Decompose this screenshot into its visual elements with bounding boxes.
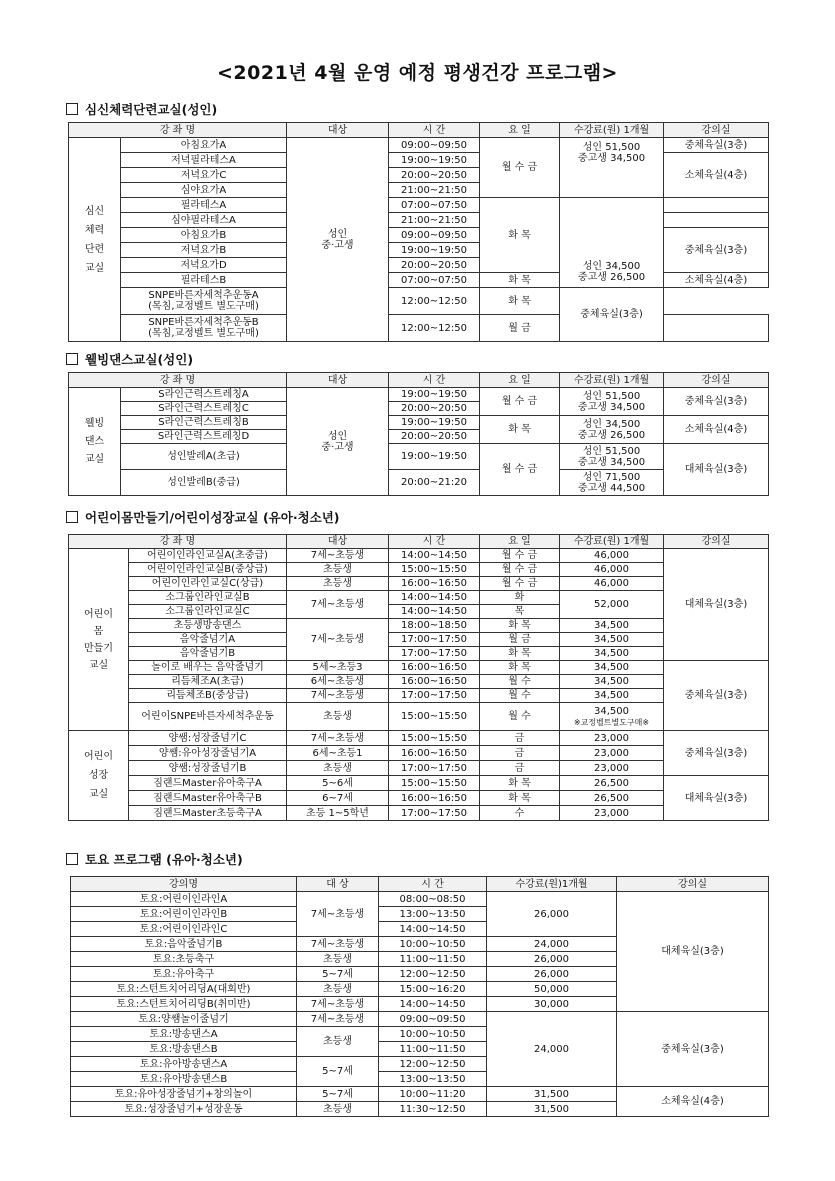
time-cell: 19:00~19:50	[389, 153, 480, 168]
section-heading	[66, 100, 217, 118]
col-header: 강 좌 명	[69, 373, 287, 388]
course-name: 토요:스턴트치어리딩A(대회반)	[71, 982, 297, 997]
fee-cell: 46,000	[560, 563, 664, 577]
target-cell: 7세~초등생	[287, 591, 389, 619]
time-cell: 18:00~18:50	[389, 619, 480, 633]
time-cell: 17:00~17:50	[389, 647, 480, 661]
room-cell: 대체육실(3층)	[664, 776, 769, 821]
checkbox-icon	[66, 511, 78, 523]
fee-cell: 성인 71,500 중고생 44,500	[560, 470, 664, 496]
time-cell: 14:00~14:50	[379, 922, 487, 937]
room-cell: 소체육실(4층)	[664, 416, 769, 444]
adult-fitness-table	[68, 122, 769, 342]
course-name: S라인근력스트레칭D	[121, 430, 287, 444]
course-name: 어린이SNPE바른자세척추운동	[129, 703, 287, 731]
time-cell: 10:00~10:50	[379, 937, 487, 952]
fee-cell: 성인 51,500 중고생 34,500	[560, 388, 664, 416]
col-header: 강 좌 명	[69, 535, 287, 549]
time-cell: 20:00~20:50	[389, 168, 480, 183]
fee-cell: 50,000	[487, 982, 617, 997]
day-cell: 화 목	[480, 273, 560, 288]
time-cell: 10:00~10:50	[379, 1027, 487, 1042]
section-title: 어린이몸만들기/어린이성장교실 (유아·청소년)	[85, 510, 340, 525]
course-name: 짐랜드Master초등축구A	[129, 806, 287, 821]
course-name: 심야요가A	[121, 183, 287, 198]
col-header: 시 간	[389, 373, 480, 388]
col-header: 강의실	[664, 535, 769, 549]
col-header: 강의실	[617, 877, 769, 892]
fee-cell: 23,000	[560, 761, 664, 776]
time-cell: 12:00~12:50	[389, 315, 480, 342]
course-name: 저녁요가B	[121, 243, 287, 258]
section-title: 토요 프로그램 (유아·청소년)	[85, 852, 243, 867]
day-cell: 화 목	[480, 288, 560, 315]
time-cell: 19:00~19:50	[389, 243, 480, 258]
saturday-program-table	[70, 876, 769, 1117]
day-cell: 화 목	[480, 416, 560, 444]
fee-cell: 26,500	[560, 776, 664, 791]
col-header: 요 일	[480, 535, 560, 549]
course-name: 저녁요가C	[121, 168, 287, 183]
time-cell: 11:00~11:50	[379, 1042, 487, 1057]
room-cell: 대체육실(3층)	[664, 549, 769, 661]
time-cell: 14:00~14:50	[379, 997, 487, 1012]
col-header: 수강료(원) 1개월	[560, 535, 664, 549]
course-name: 어린이인라인교실C(상급)	[129, 577, 287, 591]
time-cell: 16:00~16:50	[389, 791, 480, 806]
time-cell: 11:00~11:50	[379, 952, 487, 967]
time-cell: 15:00~15:50	[389, 776, 480, 791]
course-name: 어린이인라인교실A(초중급)	[129, 549, 287, 563]
col-header: 수강료(원)1개월	[487, 877, 617, 892]
checkbox-icon	[66, 353, 78, 365]
course-name: 아침요가A	[121, 138, 287, 153]
course-name: 토요:방송댄스A	[71, 1027, 297, 1042]
course-name: 토요:성장줄넘기+성장운동	[71, 1102, 297, 1117]
course-name: 토요:방송댄스B	[71, 1042, 297, 1057]
course-name: 토요:스턴트치어리딩B(취미반)	[71, 997, 297, 1012]
time-cell: 15:00~15:50	[389, 731, 480, 746]
course-name: 필라테스A	[121, 198, 287, 213]
day-cell: 월 수	[480, 675, 560, 689]
course-name: 필라테스B	[121, 273, 287, 288]
course-name: 아침요가B	[121, 228, 287, 243]
room-cell: 중체육실(3층)	[664, 731, 769, 776]
room-cell	[664, 198, 769, 213]
course-name: 심야필라테스A	[121, 213, 287, 228]
day-cell: 월 수	[480, 689, 560, 703]
time-cell: 14:00~14:50	[389, 549, 480, 563]
time-cell: 17:00~17:50	[389, 633, 480, 647]
time-cell: 21:00~21:50	[389, 183, 480, 198]
group-label: 어린이 몸 만들기 교실	[69, 549, 129, 731]
course-name: 어린이인라인교실B(중상급)	[129, 563, 287, 577]
room-cell	[664, 213, 769, 228]
day-cell: 월 수	[480, 703, 560, 731]
time-cell: 11:30~12:50	[379, 1102, 487, 1117]
course-name: S라인근력스트레칭A	[121, 388, 287, 402]
fee-cell: 26,500	[560, 791, 664, 806]
target-cell: 초등생	[287, 577, 389, 591]
course-name: 토요:유아방송댄스B	[71, 1072, 297, 1087]
col-header: 강의실	[664, 123, 769, 138]
course-name: 놀이로 배우는 음악줄넘기	[129, 661, 287, 675]
time-cell: 16:00~16:50	[389, 746, 480, 761]
day-cell: 화 목	[480, 198, 560, 273]
room-cell: 중체육실(3층)	[560, 288, 664, 342]
fee-cell: 성인 34,500 중고생 26,500	[560, 198, 664, 288]
course-name: 짐랜드Master유아축구A	[129, 776, 287, 791]
room-cell: 중체육실(3층)	[664, 138, 769, 153]
col-header: 대상	[287, 123, 389, 138]
target-cell: 7세~초등생	[287, 619, 389, 661]
col-header: 강 좌 명	[69, 123, 287, 138]
course-name: 토요:초등축구	[71, 952, 297, 967]
col-header: 대 상	[297, 877, 379, 892]
fee-cell: 26,000	[487, 952, 617, 967]
day-cell: 월 수 금	[480, 563, 560, 577]
day-cell: 월 수 금	[480, 577, 560, 591]
fee-value: 34,500	[594, 705, 629, 717]
col-header: 수강료(원) 1개월	[560, 123, 664, 138]
day-cell: 월 수 금	[480, 138, 560, 198]
time-cell: 12:00~12:50	[379, 1057, 487, 1072]
day-cell: 금	[480, 746, 560, 761]
fee-cell	[560, 703, 664, 731]
target-cell: 7세~초등생	[287, 549, 389, 563]
fee-cell: 24,000	[487, 1012, 617, 1087]
target-cell: 초등생	[297, 1027, 379, 1057]
target-cell: 7세~초등생	[297, 997, 379, 1012]
course-name: 초등생방송댄스	[129, 619, 287, 633]
time-cell: 15:00~15:50	[389, 703, 480, 731]
fee-cell: 34,500	[560, 661, 664, 675]
course-name: 음악줄넘기A	[129, 633, 287, 647]
fee-cell: 30,000	[487, 997, 617, 1012]
wellbeing-dance-table	[68, 372, 769, 496]
room-cell: 대체육실(3층)	[664, 444, 769, 496]
course-name: S라인근력스트레칭B	[121, 416, 287, 430]
course-name: 토요:유아성장줄넘기+창의놀이	[71, 1087, 297, 1102]
course-name: 소그룹인라인교실B	[129, 591, 287, 605]
time-cell: 13:00~13:50	[379, 1072, 487, 1087]
day-cell: 화 목	[480, 647, 560, 661]
day-cell: 월 금	[480, 633, 560, 647]
col-header: 대상	[287, 535, 389, 549]
fee-cell: 34,500	[560, 619, 664, 633]
fee-cell: 성인 51,500 중고생 34,500	[560, 138, 664, 198]
fee-cell: 31,500	[487, 1102, 617, 1117]
course-name: 성인발레B(중급)	[121, 470, 287, 496]
day-cell: 화 목	[480, 619, 560, 633]
time-cell: 10:00~11:20	[379, 1087, 487, 1102]
time-cell: 16:00~16:50	[389, 675, 480, 689]
room-cell: 소체육실(4층)	[617, 1087, 769, 1117]
day-cell: 목	[480, 605, 560, 619]
room-cell: 중체육실(3층)	[664, 661, 769, 731]
day-cell: 화	[480, 591, 560, 605]
checkbox-icon	[66, 103, 78, 115]
time-cell: 15:00~15:50	[389, 563, 480, 577]
day-cell: 화 목	[480, 791, 560, 806]
fee-cell: 34,500	[560, 675, 664, 689]
time-cell: 19:00~19:50	[389, 444, 480, 470]
col-header: 수강료(원) 1개월	[560, 373, 664, 388]
section-title: 심신체력단련교실(성인)	[85, 102, 218, 117]
course-name: SNPE바른자세척추운동A (목침,교정벨트 별도구매)	[121, 288, 287, 315]
time-cell: 20:00~20:50	[389, 402, 480, 416]
section-heading	[66, 508, 340, 526]
group-label: 심신 체력 단련 교실	[69, 138, 121, 342]
time-cell: 21:00~21:50	[389, 213, 480, 228]
time-cell: 13:00~13:50	[379, 907, 487, 922]
day-cell: 화 목	[480, 776, 560, 791]
fee-cell: 성인 34,500 중고생 26,500	[560, 416, 664, 444]
room-cell: 중체육실(3층)	[664, 388, 769, 416]
fee-cell: 34,500	[560, 689, 664, 703]
time-cell: 09:00~09:50	[389, 228, 480, 243]
col-header: 강의실	[664, 373, 769, 388]
day-cell: 금	[480, 761, 560, 776]
col-header: 시 간	[379, 877, 487, 892]
day-cell: 월 금	[480, 315, 560, 342]
course-name: 양쌤:유아성장줄넘기A	[129, 746, 287, 761]
time-cell: 19:00~19:50	[389, 388, 480, 402]
course-name: 소그룹인라인교실C	[129, 605, 287, 619]
course-name: S라인근력스트레칭C	[121, 402, 287, 416]
course-name: 리듬체조A(초급)	[129, 675, 287, 689]
time-cell: 08:00~08:50	[379, 892, 487, 907]
col-header: 요 일	[480, 123, 560, 138]
target-cell: 5~6세	[287, 776, 389, 791]
fee-cell: 성인 51,500 중고생 34,500	[560, 444, 664, 470]
target-cell: 초등생	[287, 563, 389, 577]
target-cell: 7세~초등생	[287, 731, 389, 746]
target-cell: 5세~초등3	[287, 661, 389, 675]
time-cell: 19:00~19:50	[389, 416, 480, 430]
course-name: 양쌤:성장줄넘기B	[129, 761, 287, 776]
time-cell: 09:00~09:50	[389, 138, 480, 153]
fee-cell: 26,000	[487, 892, 617, 937]
time-cell: 17:00~17:50	[389, 689, 480, 703]
group-label: 웰빙 댄스 교실	[69, 388, 121, 496]
time-cell: 12:00~12:50	[389, 288, 480, 315]
course-name: 양쌤:성장줄넘기C	[129, 731, 287, 746]
col-header: 강의명	[71, 877, 297, 892]
time-cell: 17:00~17:50	[389, 806, 480, 821]
time-cell: 07:00~07:50	[389, 198, 480, 213]
room-cell: 소체육실(4층)	[664, 153, 769, 198]
fee-cell: 46,000	[560, 577, 664, 591]
time-cell: 16:00~16:50	[389, 577, 480, 591]
course-name: 토요:어린이인라인B	[71, 907, 297, 922]
target-cell: 5~7세	[297, 1057, 379, 1087]
target-cell: 초등생	[297, 952, 379, 967]
course-name: SNPE바른자세척추운동B (목침,교정벨트 별도구매)	[121, 315, 287, 342]
room-cell: 중체육실(3층)	[617, 1012, 769, 1087]
col-header: 시 간	[389, 535, 480, 549]
fee-cell: 23,000	[560, 731, 664, 746]
checkbox-icon	[66, 853, 78, 865]
time-cell: 14:00~14:50	[389, 605, 480, 619]
fee-cell: 23,000	[560, 746, 664, 761]
target-cell: 6세~초등생	[287, 675, 389, 689]
course-name: 토요:음악줄넘기B	[71, 937, 297, 952]
fee-cell: 34,500	[560, 633, 664, 647]
time-cell: 20:00~21:20	[389, 470, 480, 496]
fee-cell: 26,000	[487, 967, 617, 982]
time-cell: 07:00~07:50	[389, 273, 480, 288]
time-cell: 20:00~20:50	[389, 258, 480, 273]
day-cell: 월 수 금	[480, 388, 560, 416]
course-name: 토요:어린이인라인C	[71, 922, 297, 937]
target-cell: 7세~초등생	[287, 689, 389, 703]
target-cell: 초등생	[287, 761, 389, 776]
target-cell: 성인 중·고생	[287, 138, 389, 342]
fee-cell: 34,500	[560, 647, 664, 661]
fee-cell: 46,000	[560, 549, 664, 563]
col-header: 요 일	[480, 373, 560, 388]
fee-cell: 23,000	[560, 806, 664, 821]
section-heading	[66, 350, 193, 368]
target-cell: 5~7세	[297, 967, 379, 982]
target-cell: 6세~초등1	[287, 746, 389, 761]
fee-note: ※교정벨트별도구매※	[573, 717, 650, 727]
section-title: 웰빙댄스교실(성인)	[85, 352, 194, 367]
target-cell: 성인 중·고생	[287, 388, 389, 496]
target-cell: 6~7세	[287, 791, 389, 806]
course-name: 토요:양쌤놀이줄넘기	[71, 1012, 297, 1027]
page-title: <2021년 4월 운영 예정 평생건강 프로그램>	[217, 62, 618, 84]
target-cell: 7세~초등생	[297, 892, 379, 937]
day-cell: 월 수 금	[480, 549, 560, 563]
course-name: 성인발레A(초급)	[121, 444, 287, 470]
target-cell: 초등생	[297, 1102, 379, 1117]
time-cell: 12:00~12:50	[379, 967, 487, 982]
time-cell: 17:00~17:50	[389, 761, 480, 776]
target-cell: 7세~초등생	[297, 1012, 379, 1027]
target-cell: 초등 1~5학년	[287, 806, 389, 821]
time-cell: 16:00~16:50	[389, 661, 480, 675]
room-cell: 중체육실(3층)	[664, 228, 769, 273]
time-cell: 14:00~14:50	[389, 591, 480, 605]
course-name: 저녁필라테스A	[121, 153, 287, 168]
time-cell: 20:00~20:50	[389, 430, 480, 444]
target-cell: 초등생	[287, 703, 389, 731]
day-cell: 수	[480, 806, 560, 821]
room-cell: 대체육실(3층)	[617, 892, 769, 1012]
course-name: 토요:유아방송댄스A	[71, 1057, 297, 1072]
course-name: 토요:어린이인라인A	[71, 892, 297, 907]
day-cell: 금	[480, 731, 560, 746]
day-cell: 월 수 금	[480, 444, 560, 496]
target-cell: 초등생	[297, 982, 379, 997]
course-name: 음악줄넘기B	[129, 647, 287, 661]
course-name: 짐랜드Master유아축구B	[129, 791, 287, 806]
fee-cell	[664, 315, 769, 342]
group-label: 어린이 성장 교실	[69, 731, 129, 821]
course-name: 저녁요가D	[121, 258, 287, 273]
children-program-table	[68, 534, 769, 821]
col-header: 시 간	[389, 123, 480, 138]
fee-cell: 24,000	[487, 937, 617, 952]
col-header: 대상	[287, 373, 389, 388]
room-cell: 소체육실(4층)	[664, 273, 769, 288]
fee-cell: 31,500	[487, 1087, 617, 1102]
time-cell: 15:00~16:20	[379, 982, 487, 997]
target-cell: 5~7세	[297, 1087, 379, 1102]
section-heading	[66, 850, 243, 868]
fee-cell: 52,000	[560, 591, 664, 619]
target-cell: 7세~초등생	[297, 937, 379, 952]
time-cell: 09:00~09:50	[379, 1012, 487, 1027]
course-name: 리듬체조B(중상급)	[129, 689, 287, 703]
day-cell: 화 목	[480, 661, 560, 675]
course-name: 토요:유아축구	[71, 967, 297, 982]
